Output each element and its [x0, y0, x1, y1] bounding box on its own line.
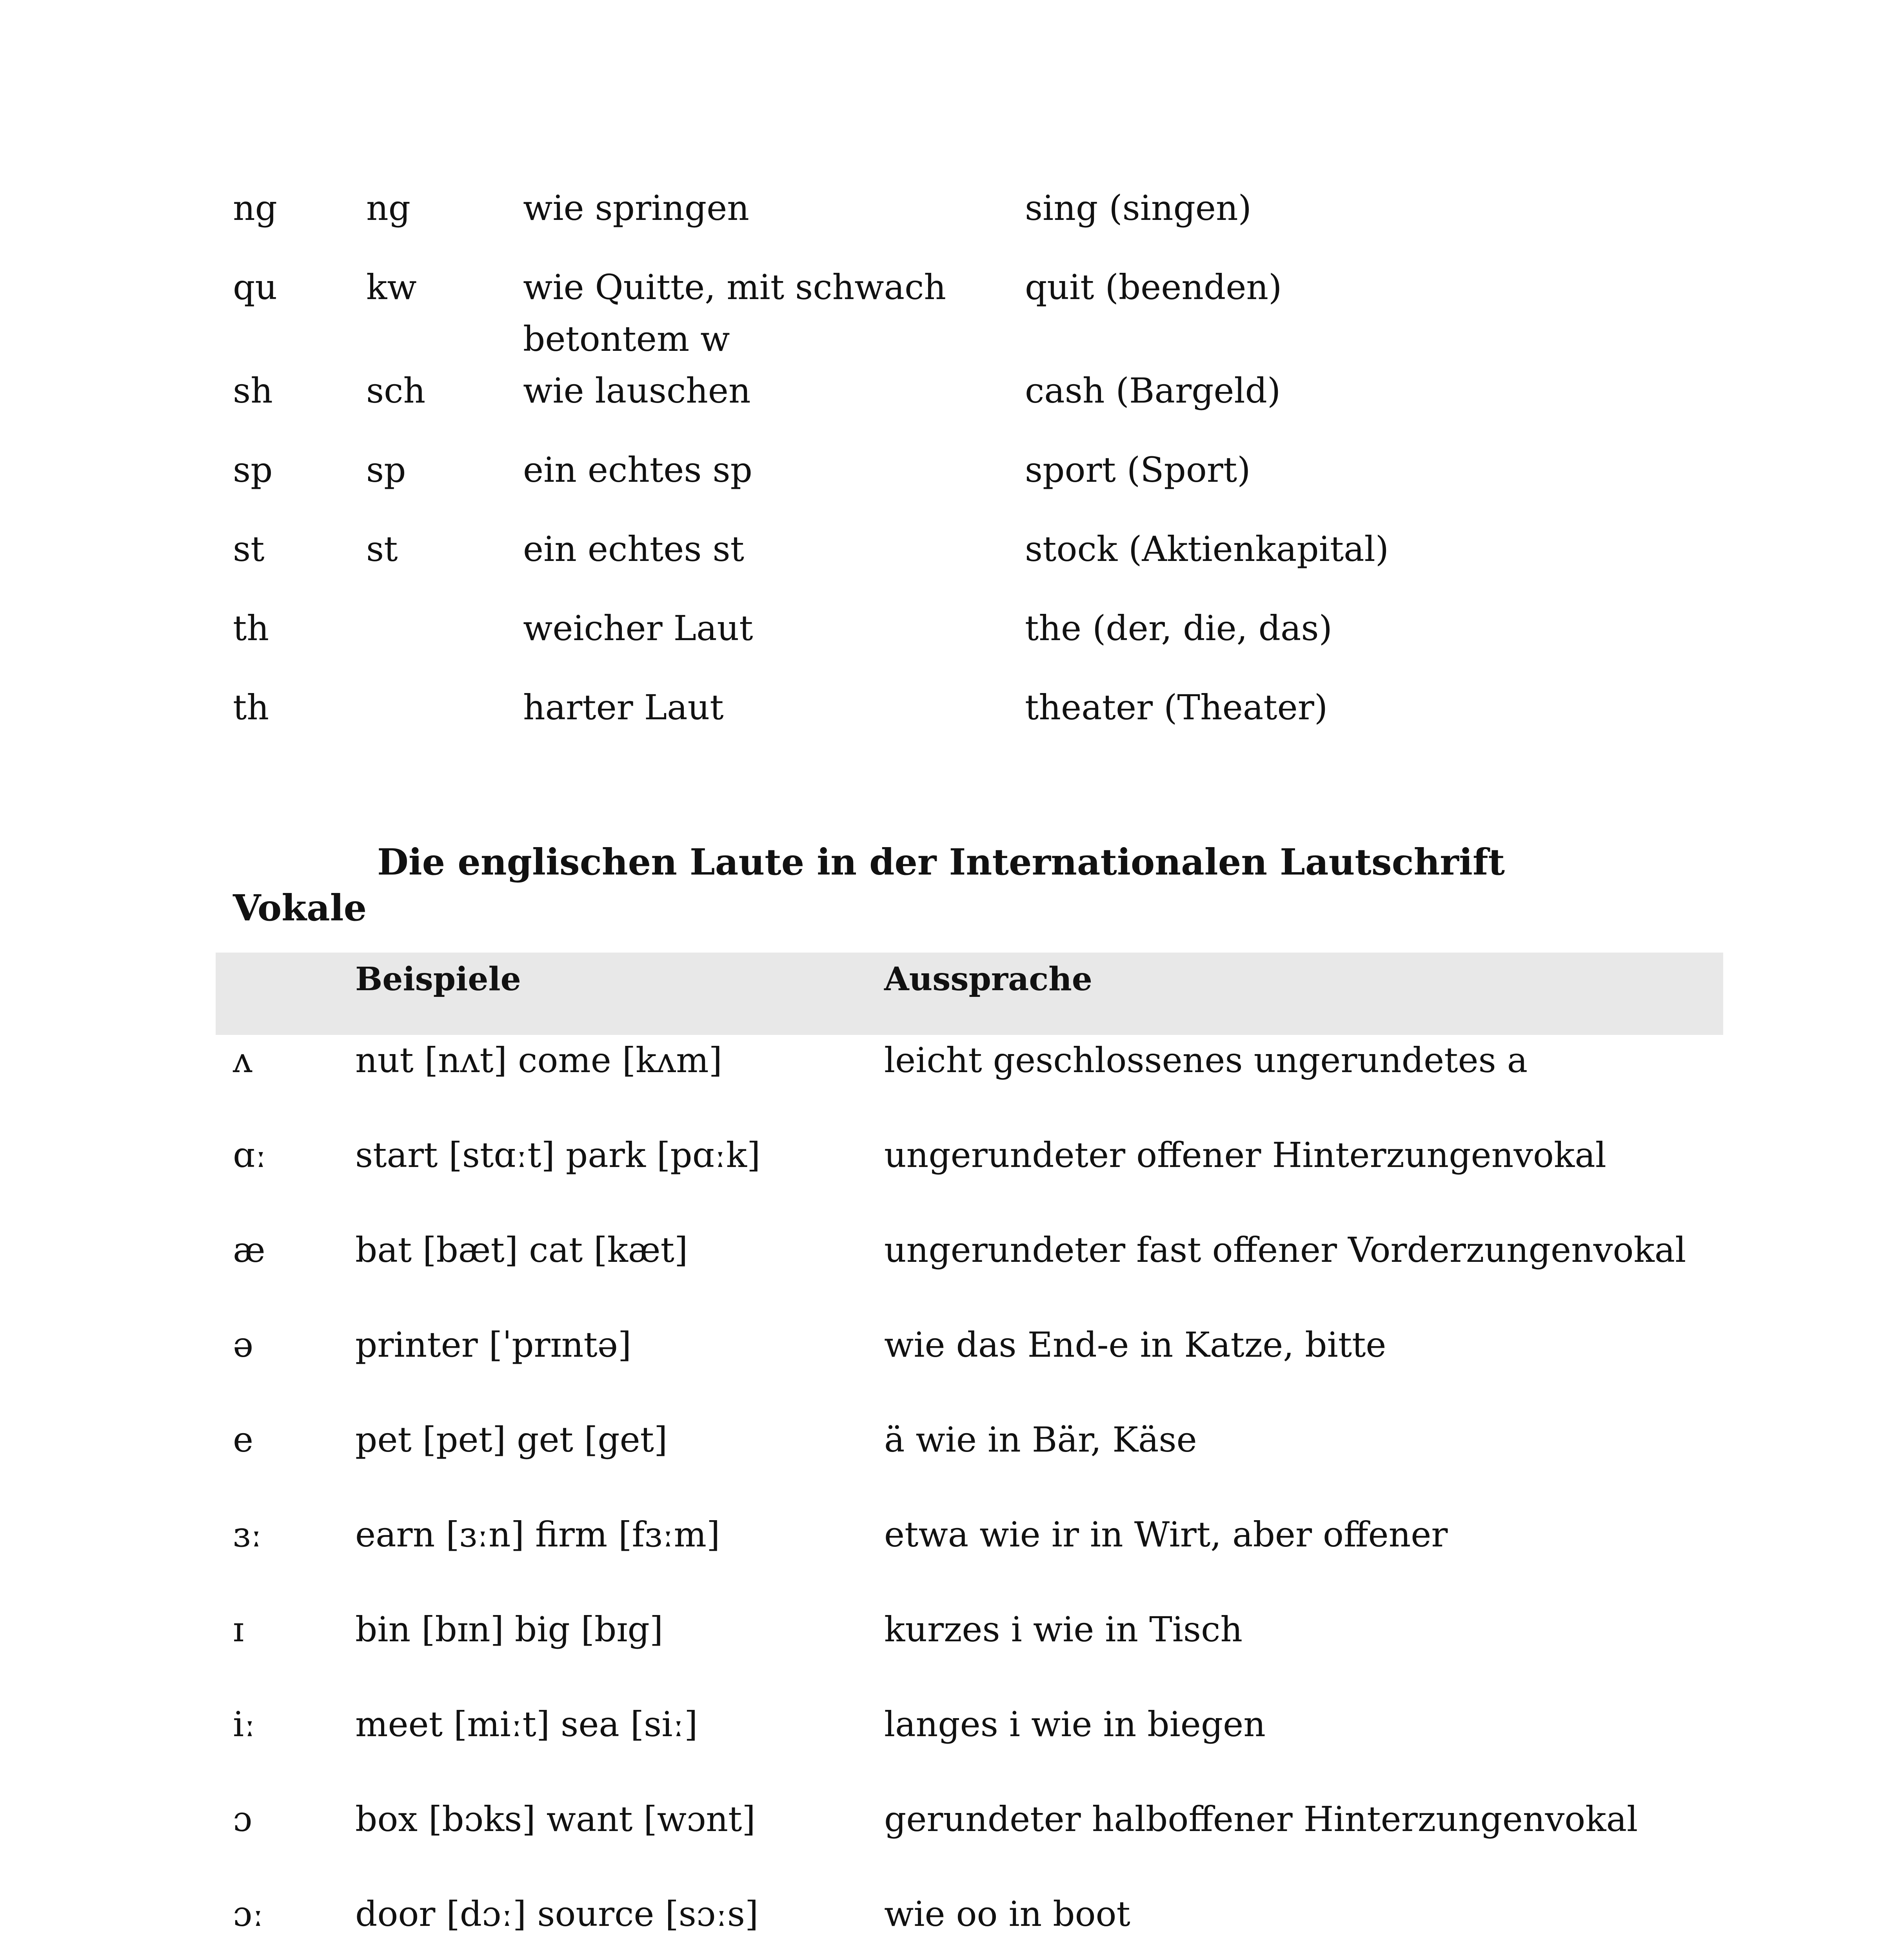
symbol-cell: ɑː [233, 1135, 267, 1175]
symbol-cell: ə [233, 1325, 254, 1365]
letters-cell: st [233, 529, 265, 569]
examples-cell: meet [miːt] sea [siː] [355, 1704, 698, 1744]
sound-cell: kw [366, 267, 417, 307]
symbol-cell: ɔ [233, 1799, 253, 1839]
example-cell: stock (Aktienkapital) [1025, 529, 1389, 569]
pronunciation-cell: ä wie in Bär, Käse [884, 1419, 1197, 1460]
examples-cell: pet [pet] get [get] [355, 1419, 668, 1460]
sound-cell [366, 603, 523, 682]
symbol-cell: æ [233, 1230, 265, 1270]
examples-cell: bin [bɪn] big [bɪg] [355, 1609, 663, 1650]
examples-cell: earn [ɜːn] firm [fɜːm] [355, 1514, 720, 1555]
consonant-table [233, 182, 1605, 761]
table-row [233, 182, 1605, 261]
letters-cell: qu [233, 267, 278, 307]
sound-cell: sch [366, 370, 426, 411]
section-title: Die englischen Laute in der Internationalen Lautschrift [377, 841, 1505, 883]
sound-cell: st [366, 529, 398, 569]
symbol-cell: ɔː [233, 1894, 264, 1934]
table-row [216, 1889, 1723, 1960]
symbol-cell: ɪ [233, 1609, 244, 1650]
vowel-table-header [216, 953, 1723, 1035]
description-cell: harter Laut [523, 687, 724, 728]
pronunciation-cell: etwa wie ir in Wirt, aber offener [884, 1514, 1448, 1555]
symbol-cell: iː [233, 1704, 256, 1744]
pronunciation-cell: wie oo in boot [884, 1894, 1130, 1934]
letters-cell: ng [233, 188, 278, 228]
table-row [216, 1509, 1723, 1604]
symbol-cell: e [233, 1419, 254, 1460]
table-row [233, 682, 1605, 761]
pronunciation-cell: leicht geschlossenes ungerundetes a [884, 1040, 1528, 1080]
sound-cell: sp [366, 450, 406, 490]
examples-cell: box [bɔks] want [wɔnt] [355, 1799, 756, 1839]
example-cell: sport (Sport) [1025, 450, 1251, 490]
letters-cell: sp [233, 450, 273, 490]
sound-cell [366, 682, 523, 761]
description-cell: weicher Laut [523, 608, 753, 648]
sound-cell: ng [366, 188, 411, 228]
subsection-title: Vokale [233, 887, 367, 929]
examples-cell: start [stɑːt] park [pɑːk] [355, 1135, 761, 1175]
table-row [216, 1130, 1723, 1225]
pronunciation-cell: ungerundeter fast offener Vorderzungenvokal [884, 1230, 1686, 1270]
pronunciation-cell: ungerundeter offener Hinterzungenvokal [884, 1135, 1606, 1175]
table-row [233, 523, 1605, 603]
table-row [216, 1414, 1723, 1509]
examples-cell: nut [nʌt] come [kʌm] [355, 1040, 722, 1080]
table-row [216, 1604, 1723, 1699]
description-cell: ein echtes st [523, 529, 745, 569]
pronunciation-cell: langes i wie in biegen [884, 1704, 1266, 1744]
examples-cell: door [dɔː] source [sɔːs] [355, 1894, 759, 1934]
description-cell: wie lauschen [523, 370, 751, 411]
table-row [216, 1794, 1723, 1889]
pronunciation-cell: kurzes i wie in Tisch [884, 1609, 1243, 1650]
table-row [216, 1035, 1723, 1130]
description-cell: wie springen [523, 188, 749, 228]
table-row [233, 444, 1605, 523]
symbol-cell: ɜː [233, 1514, 262, 1555]
header-examples: Beispiele [355, 960, 521, 998]
vowel-table [216, 1035, 1723, 1960]
letters-cell: sh [233, 370, 273, 411]
examples-cell: printer [ˈprɪntə] [355, 1325, 632, 1365]
table-row [233, 365, 1605, 444]
description-cell: wie Quitte, mit schwach betontem w [523, 267, 946, 359]
table-row [216, 1699, 1723, 1794]
description-cell: ein echtes sp [523, 450, 752, 490]
letters-cell: th [233, 608, 269, 648]
example-cell: sing (singen) [1025, 188, 1252, 228]
example-cell: the (der, die, das) [1025, 608, 1332, 648]
examples-cell: bat [bæt] cat [kæt] [355, 1230, 688, 1270]
table-row [216, 1319, 1723, 1414]
letters-cell: th [233, 687, 269, 728]
table-row [233, 261, 1605, 365]
example-cell: theater (Theater) [1025, 687, 1328, 728]
example-cell: quit (beenden) [1025, 267, 1282, 307]
header-pronunciation: Aussprache [884, 960, 1092, 998]
pronunciation-cell: gerundeter halboffener Hinterzungenvokal [884, 1799, 1638, 1839]
table-row [216, 1225, 1723, 1319]
pronunciation-cell: wie das End-e in Katze, bitte [884, 1325, 1386, 1365]
table-row [233, 603, 1605, 682]
example-cell: cash (Bargeld) [1025, 370, 1281, 411]
symbol-cell: ʌ [233, 1040, 253, 1080]
